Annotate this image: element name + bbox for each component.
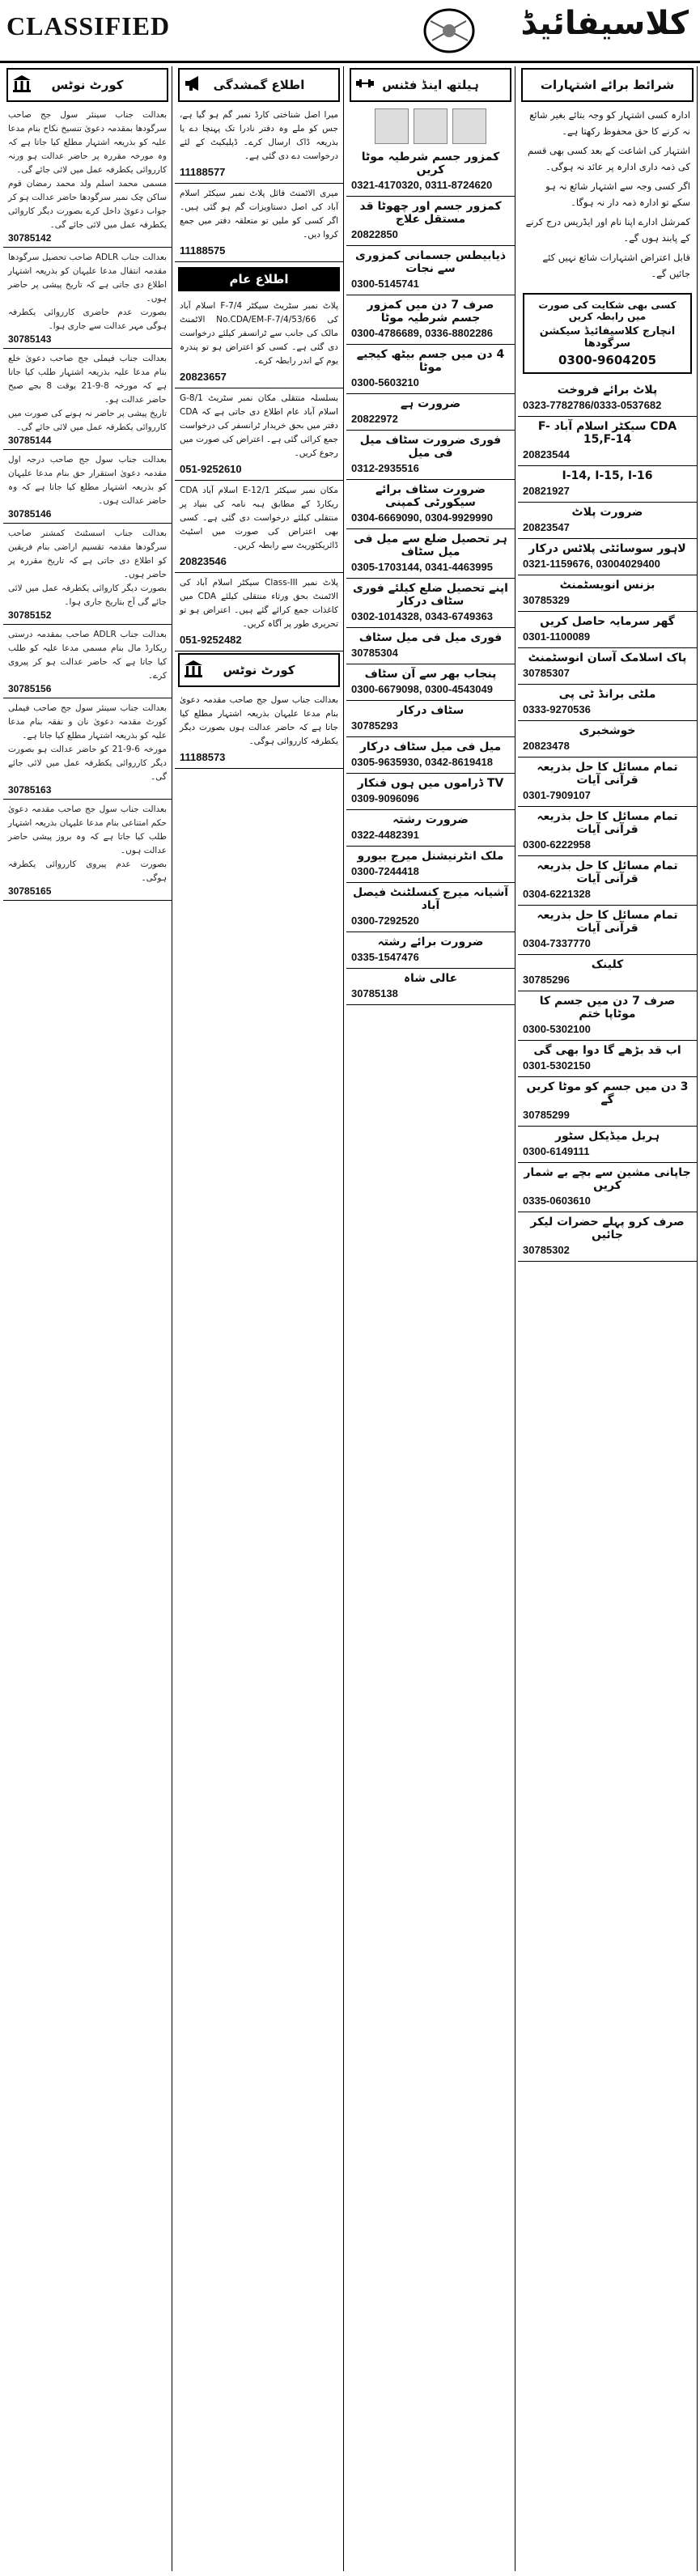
courthouse-icon bbox=[11, 73, 32, 94]
ad-rules bbox=[518, 105, 697, 286]
fitness-photo bbox=[414, 108, 448, 144]
ad-phone: 20823657 bbox=[180, 371, 227, 383]
classified-ad bbox=[346, 295, 515, 345]
classified-ad bbox=[346, 628, 515, 664]
classified-ad bbox=[518, 575, 697, 612]
ad-phone[interactable]: 0304-6669090, 0304-9929990 bbox=[351, 511, 493, 524]
fitness-photo bbox=[375, 108, 409, 144]
lost-notice: میرا اصل شناختی کارڈ نمبر گم ہو گیا ہے، جس کو ملے وہ دفتر نادرا تک پہنچا دے یا بذریعہ ڈاک ارسال کرے۔ ڈپلیکیٹ کے لئے درخواست دے دی گئی ہے۔ 11188577 bbox=[175, 105, 343, 184]
classified-title-en: CLASSIFIED bbox=[6, 11, 171, 40]
classified-ad bbox=[518, 539, 697, 575]
ad-phone[interactable]: 20823478 bbox=[523, 740, 570, 752]
ad-title: صرف 7 دن میں کمزور جسم شرطیہ موٹا bbox=[367, 299, 494, 325]
classified-ad bbox=[346, 883, 515, 932]
ad-phone[interactable]: 0300-6149111 bbox=[523, 1145, 590, 1157]
court-notice: بعدالت جناب سول جج صاحب مقدمہ دعویٰ بنام مدعا علیہان بذریعہ اشتہار مطلع کیا جاتا ہے کہ حاضر عدالت ہوں بصورت دیگر یکطرفہ کارروائی ہوگی۔ 11188573 bbox=[175, 690, 343, 769]
ad-title: لاہور سوسائٹی پلاٹس درکار bbox=[528, 542, 686, 555]
ad-title: ضرورت سٹاف برائے سیکورٹی کمپنی bbox=[375, 483, 486, 509]
classified-ad bbox=[346, 431, 515, 480]
ad-phone[interactable]: 0305-1703144, 0341-4463995 bbox=[351, 561, 493, 573]
ad-phone[interactable]: 20822850 bbox=[351, 228, 398, 240]
column-heading: ہیلتھ اینڈ فٹنس bbox=[350, 68, 511, 102]
public-notice: پلاٹ نمبر سٹریٹ سیکٹر F-7/4 اسلام آباد کی No.CDA/EM-F-7/4/53/66 الاٹمنٹ مالک کی جانب سے ٹرانسفر کیلئے درخواست دی گئی ہے۔ کسی کو اعتراض ہو تو پندرہ یوم کے اندر رابطہ کرے۔ 20823657 bbox=[175, 296, 343, 388]
ad-title: عالی شاہ bbox=[403, 972, 458, 985]
column-heading: کورٹ نوٹس bbox=[6, 68, 168, 102]
ad-title: جاپانی مشین سے بچے بے شمار کریں bbox=[524, 1166, 691, 1192]
public-notice: مکان نمبر سیکٹر E-12/1 اسلام آباد CDA ریکارڈ کے مطابق ہبہ نامہ کی بنیاد پر منتقلی کیلئے درخواست دی گئی ہے۔ کسی بھی اعتراض کی صورت میں اسٹیٹ ڈائریکٹوریٹ سے رابطہ کریں۔ 20823546 bbox=[175, 481, 343, 573]
ad-phone[interactable]: 0312-2935516 bbox=[351, 462, 419, 474]
classified-ad bbox=[518, 1212, 697, 1262]
classified-ad bbox=[346, 579, 515, 628]
classified-ad bbox=[346, 932, 515, 969]
ad-phone[interactable]: 30785296 bbox=[523, 974, 570, 986]
ad-title: کمزور جسم اور چھوٹا قد مستقل علاج bbox=[359, 200, 502, 226]
ad-phone[interactable]: 30785302 bbox=[523, 1244, 570, 1256]
classified-ad bbox=[518, 758, 697, 807]
ad-title: ضرورت برائے رشتہ bbox=[377, 936, 484, 948]
classified-ad bbox=[518, 1163, 697, 1212]
ad-phone[interactable]: 0335-1547476 bbox=[351, 951, 419, 963]
lost-notice: میری الاٹمنٹ فائل پلاٹ نمبر سیکٹر اسلام آباد کی اصل دستاویزات گم ہو گئی ہیں۔ اگر کسی کو ملیں تو متعلقہ دفتر میں جمع کروا دیں۔ 11188575 bbox=[175, 184, 343, 262]
classified-title-ur: کلاسیفائیڈ bbox=[520, 5, 689, 42]
court-notice: بعدالت جناب سینئر سول جج صاحب سرگودھا بمقدمہ دعویٰ تنسیخ نکاح بنام مدعا علیہ کو بذریعہ اشتہار مطلع کیا جاتا ہے کہ وہ مورخہ مقررہ پر حاضر عدالت ہو ورنہ کارروائی یکطرفہ عمل میں لائی جائے گی۔ مسمی محمد اسلم ولد محمد رمضان قوم ساکن چک نمبر سرگودھا حاضر عدالت ہو کر جواب دعویٰ داخل کرے بصورت دیگر کاروائی یکطرفہ عمل میں لائی جائے گی۔ 30785142 bbox=[3, 105, 172, 248]
classified-ad bbox=[518, 380, 697, 417]
notice-phone: 30785152 bbox=[8, 609, 52, 621]
notice-phone: 30785144 bbox=[8, 435, 52, 446]
classified-ad bbox=[518, 685, 697, 721]
ad-title: تمام مسائل کا حل بذریعہ قرآنی آیات bbox=[537, 859, 678, 885]
notice-phone: 30785163 bbox=[8, 784, 52, 796]
ad-phone: 051-9252610 bbox=[180, 463, 242, 475]
classified-ad bbox=[518, 612, 697, 648]
ad-phone: 11188577 bbox=[180, 166, 226, 178]
ad-phone: 051-9252482 bbox=[180, 634, 242, 646]
rule-item: اگر کسی وجہ سے اشتہار شائع نہ ہو سکے تو ادارہ ذمہ دار نہ ہوگا۔ bbox=[545, 180, 690, 208]
ad-phone[interactable]: 30785138 bbox=[351, 987, 398, 999]
public-notice: پلاٹ نمبر Class-III سیکٹر اسلام آباد کی الاٹمنٹ بحق ورثاء منتقلی کیلئے CDA میں کاغذات جمع کرائے گئے ہیں۔ اعتراض ہو تو تحریری طور پر آگاہ کریں۔ 051-9252482 bbox=[175, 573, 343, 651]
classified-ad bbox=[518, 1077, 697, 1127]
ad-phone[interactable]: 0304-6221328 bbox=[523, 888, 591, 900]
classified-ad bbox=[518, 1127, 697, 1163]
ad-phone[interactable]: 0302-1014328, 0343-6749363 bbox=[351, 610, 493, 622]
ad-title: تمام مسائل کا حل بذریعہ قرآنی آیات bbox=[537, 810, 678, 836]
ad-phone[interactable]: 0300-5302100 bbox=[523, 1023, 591, 1035]
court-notice: بعدالت جناب سول جج صاحب مقدمہ دعویٰ حکم امتناعی بنام مدعا علیہان بذریعہ اشتہار طلب کیا جاتا ہے کہ وہ بروز پیشی حاضر عدالت ہوں۔ بصورت عدم پیروی کارروائی یکطرفہ ہوگی۔ 30785165 bbox=[3, 800, 172, 901]
ad-title: پلاٹ برائے فروخت bbox=[557, 384, 658, 397]
ad-title: صرف 7 دن میں جسم کا موٹاپا ختم bbox=[539, 995, 676, 1021]
court-notice: بعدالت جناب فیملی جج صاحب دعویٰ خلع بنام مدعا علیہ بذریعہ اشتہار طلب کیا جاتا ہے کہ مورخہ 8-9-21 بوقت 8 بجے صبح حاضر عدالت ہو۔ تاریخ پیشی پر حاضر نہ ہونے کی صورت میں کارروائی یکطرفہ عمل میں لائی جائے گی۔ 30785144 bbox=[3, 349, 172, 450]
ad-phone[interactable]: 0323-7782786/0333-0537682 bbox=[523, 399, 662, 411]
ad-title: کمزور جسم شرطیہ موٹا کریں bbox=[361, 151, 500, 176]
notice-phone: 30785146 bbox=[8, 508, 52, 520]
court-notice: بعدالت جناب اسسٹنٹ کمشنر صاحب سرگودھا مقدمہ تقسیم اراضی بنام فریقین کو اطلاع دی جاتی ہے کہ تاریخ مقررہ پر حاضر ہوں۔ بصورت دیگر کاروائی یکطرفہ عمل میں لائی جائے گی آج بتاریخ جاری ہوا۔ 30785152 bbox=[3, 524, 172, 625]
classified-ad bbox=[518, 648, 697, 685]
column-court-notices bbox=[3, 66, 172, 2571]
ad-title: اب قد بڑھے گا دوا بھی گی bbox=[533, 1044, 681, 1057]
classified-ad bbox=[518, 503, 697, 539]
ad-title: پنجاب بھر سے آن سٹاف bbox=[364, 668, 497, 681]
classified-ad bbox=[518, 991, 697, 1041]
ad-title: پاک اسلامک آسان انوسٹمنٹ bbox=[528, 651, 687, 664]
classified-ad bbox=[346, 147, 515, 197]
classified-ad bbox=[346, 774, 515, 810]
court-notice: بعدالت جناب سول جج صاحب درجہ اول مقدمہ دعویٰ استقرار حق بنام مدعا علیہان کو بذریعہ اشتہار مطلع کیا جاتا ہے کہ وہ حاضر عدالت ہوں۔ 30785146 bbox=[3, 450, 172, 524]
ad-title: ملک انٹرنیشنل میرج بیورو bbox=[357, 850, 504, 863]
news-illustration-icon bbox=[421, 5, 477, 55]
classified-ad bbox=[346, 246, 515, 295]
contact-name: انچارج کلاسیفائیڈ سیکشن سرگودھا bbox=[539, 325, 676, 350]
ad-title: ہر تحصیل ضلع سے میل فی میل سٹاف bbox=[354, 533, 507, 558]
contact-phone[interactable]: 0300-9604205 bbox=[558, 353, 657, 367]
ad-phone[interactable]: 20823547 bbox=[523, 521, 570, 533]
ad-phone: 11188573 bbox=[180, 751, 226, 763]
notice-phone: 30785165 bbox=[8, 885, 52, 897]
fitness-photo bbox=[452, 108, 486, 144]
fitness-icon bbox=[354, 73, 375, 94]
ad-title: TV ڈراموں میں ہوں فنکار bbox=[357, 777, 504, 790]
ad-phone[interactable]: 0300-7244418 bbox=[351, 865, 419, 877]
classified-ad bbox=[346, 847, 515, 883]
ad-phone[interactable]: 30785307 bbox=[523, 667, 570, 679]
ad-title: فوری میل فی میل سٹاف bbox=[358, 631, 503, 644]
classified-ad bbox=[518, 1041, 697, 1077]
classified-ad bbox=[346, 529, 515, 579]
ad-phone[interactable]: 0304-7337770 bbox=[523, 937, 591, 949]
ad-title: کلینک bbox=[591, 958, 624, 971]
classified-ad bbox=[518, 417, 697, 466]
ad-title: گھر سرمایہ حاصل کریں bbox=[540, 615, 675, 628]
rule-item: کمرشل ادارے اپنا نام اور ایڈریس درج کرنے کے پابند ہوں گے۔ bbox=[525, 216, 690, 244]
ad-title: سٹاف درکار bbox=[397, 704, 465, 717]
classified-ad bbox=[346, 197, 515, 246]
ad-title: آشیانہ میرج کنسلٹنٹ فیصل آباد bbox=[352, 886, 509, 912]
ad-title: ہربل میڈیکل سٹور bbox=[554, 1130, 660, 1143]
column-heading-court: کورٹ نوٹس bbox=[178, 653, 340, 687]
ad-title: تمام مسائل کا حل بذریعہ قرآنی آیات bbox=[537, 761, 678, 787]
classified-ad bbox=[518, 466, 697, 503]
classified-ad bbox=[346, 810, 515, 847]
column-heading: شرائط برائے اشتہارات bbox=[521, 68, 694, 102]
ad-phone[interactable]: 20821927 bbox=[523, 485, 570, 497]
notice-phone: 30785143 bbox=[8, 333, 52, 345]
ad-title: ضرورت رشتہ bbox=[392, 813, 469, 826]
classified-ad bbox=[518, 955, 697, 991]
ad-phone[interactable]: 0300-4786689, 0336-8802286 bbox=[351, 327, 493, 339]
ad-phone[interactable]: 0309-9096096 bbox=[351, 792, 419, 804]
classified-ad bbox=[346, 345, 515, 394]
ad-phone[interactable]: 0300-5145741 bbox=[351, 278, 419, 290]
section-bar-public-notice: اطلاع عام bbox=[178, 267, 340, 291]
ad-phone[interactable]: 30785299 bbox=[523, 1109, 570, 1121]
ad-title: ذیابیطس جسمانی کمزوری سے نجات bbox=[354, 249, 507, 275]
ad-phone[interactable]: 0300-7292520 bbox=[351, 915, 419, 927]
ad-title: صرف کرو پہلے حضرات لیکر جائیں bbox=[530, 1216, 685, 1241]
ad-phone[interactable]: 0300-5603210 bbox=[351, 376, 419, 388]
ad-phone: 20823546 bbox=[180, 555, 227, 567]
fitness-photos bbox=[346, 105, 515, 147]
courthouse-icon bbox=[183, 658, 204, 679]
ad-phone[interactable]: 0300-6679098, 0300-4543049 bbox=[351, 683, 493, 695]
notice-phone: 30785156 bbox=[8, 683, 52, 694]
ad-title: اپنے تحصیل ضلع کیلئے فوری سٹاف درکار bbox=[353, 582, 508, 608]
public-notice: بسلسلہ منتقلی مکان نمبر سٹریٹ G-8/1 اسلام آباد عام اطلاع دی جاتی ہے کہ CDA دفتر میں بحق خریدار ٹرانسفر کی درخواست جمع کرائی گئی ہے۔ اعتراض کی صورت میں رجوع کریں۔ 051-9252610 bbox=[175, 388, 343, 481]
classified-ad bbox=[518, 807, 697, 856]
classified-ad bbox=[346, 480, 515, 529]
megaphone-icon bbox=[183, 73, 204, 94]
classified-ad bbox=[518, 721, 697, 758]
ad-phone[interactable]: 30785304 bbox=[351, 647, 398, 659]
ad-title: میل فی میل سٹاف درکار bbox=[359, 741, 502, 753]
ad-title: 3 دن میں جسم کو موٹا کریں گے bbox=[526, 1080, 689, 1106]
ad-phone: 11188575 bbox=[180, 244, 226, 257]
notice-phone: 30785142 bbox=[8, 232, 52, 244]
classified-ad bbox=[346, 664, 515, 701]
rule-item: اشتہار کی اشاعت کے بعد کسی بھی قسم کی ذمہ داری ادارہ پر عائد نہ ہوگی۔ bbox=[527, 145, 690, 172]
ad-title: 4 دن میں جسم بیٹھ کیجیے موٹا bbox=[356, 348, 505, 374]
ad-phone[interactable]: 0333-9270536 bbox=[523, 703, 591, 715]
court-notice: بعدالت جناب سینئر سول جج صاحب فیملی کورٹ مقدمہ دعویٰ نان و نفقہ بنام مدعا علیہ کو بذریعہ اشتہار مطلع کیا جاتا ہے۔ مورخہ 6-9-21 کو حاضر عدالت ہو بصورت دیگر کارروائی یکطرفہ عمل میں لائی جائے گی۔ 30785163 bbox=[3, 698, 172, 800]
ad-phone[interactable]: 0301-5302150 bbox=[523, 1059, 591, 1072]
ad-title: فوری ضرورت سٹاف میل فی میل bbox=[359, 434, 502, 460]
classified-ad bbox=[518, 856, 697, 906]
complaint-contact bbox=[523, 293, 692, 374]
ad-title: I-14, I-15, I-16 bbox=[562, 469, 653, 482]
ad-title: ملٹی برانڈ ٹی پی bbox=[558, 688, 656, 701]
contact-title: کسی بھی شکایت کی صورت میں رابطہ کریں bbox=[538, 299, 677, 322]
masthead bbox=[0, 0, 700, 63]
ad-title: تمام مسائل کا حل بذریعہ قرآنی آیات bbox=[537, 909, 678, 935]
ad-phone[interactable]: 0321-1159676, 03004029400 bbox=[523, 558, 660, 570]
rule-item: ادارہ کسی اشتہار کو وجہ بتائے بغیر شائع نہ کرنے کا حق محفوظ رکھتا ہے۔ bbox=[529, 109, 690, 137]
ad-phone[interactable]: 0305-9635930, 0342-8619418 bbox=[351, 756, 493, 768]
ad-title: ضرورت پلاٹ bbox=[571, 506, 643, 519]
classified-ad bbox=[346, 737, 515, 774]
classified-ad bbox=[346, 701, 515, 737]
ad-phone[interactable]: 0322-4482391 bbox=[351, 829, 419, 841]
classified-ad bbox=[518, 906, 697, 955]
ad-phone[interactable]: 0321-4170320, 0311-8724620 bbox=[351, 179, 493, 191]
ad-phone[interactable]: 30785329 bbox=[523, 594, 570, 606]
court-notice: بعدالت جناب ADLR صاحب تحصیل سرگودھا مقدمہ انتقال مدعا علیہان کو بذریعہ اشتہار اطلاع دی جاتی ہے کہ تاریخ پیشی پر حاضر ہوں۔ بصورت عدم حاضری کارروائی یکطرفہ ہوگی مہر عدالت سے جاری ہوا۔ 30785143 bbox=[3, 248, 172, 349]
rule-item: قابل اعتراض اشتہارات شائع نہیں کئے جائیں گے۔ bbox=[542, 252, 690, 279]
classified-ad bbox=[346, 394, 515, 431]
ad-phone[interactable]: 0301-7909107 bbox=[523, 789, 591, 801]
ad-phone[interactable]: 0335-0603610 bbox=[523, 1195, 591, 1207]
ad-title: بزنس انویسٹمنٹ bbox=[559, 579, 655, 592]
column-health-jobs bbox=[346, 66, 515, 2571]
classified-ad bbox=[346, 969, 515, 1005]
ad-phone[interactable]: 30785293 bbox=[351, 719, 398, 732]
court-notice: بعدالت جناب ADLR صاحب بمقدمہ درستی ریکارڈ مال بنام مسمی مدعا علیہ کو طلب کیا جاتا ہے کہ حاضر عدالت ہو کر پیروی کرے۔ 30785156 bbox=[3, 625, 172, 698]
ad-title: ضرورت ہے bbox=[400, 397, 461, 410]
column-heading: اطلاع گمشدگی bbox=[178, 68, 340, 102]
column-rules-property bbox=[518, 66, 698, 2571]
ad-phone[interactable]: 20823544 bbox=[523, 448, 570, 460]
ad-phone[interactable]: 0300-6222958 bbox=[523, 838, 591, 851]
column-lost-notices bbox=[175, 66, 344, 2571]
ad-title: CDA سیکٹر اسلام آباد F-15,F-14 bbox=[537, 420, 677, 446]
ad-title: خوشخبری bbox=[579, 724, 636, 737]
ad-phone[interactable]: 20822972 bbox=[351, 413, 398, 425]
ad-phone[interactable]: 0301-1100089 bbox=[523, 630, 591, 643]
